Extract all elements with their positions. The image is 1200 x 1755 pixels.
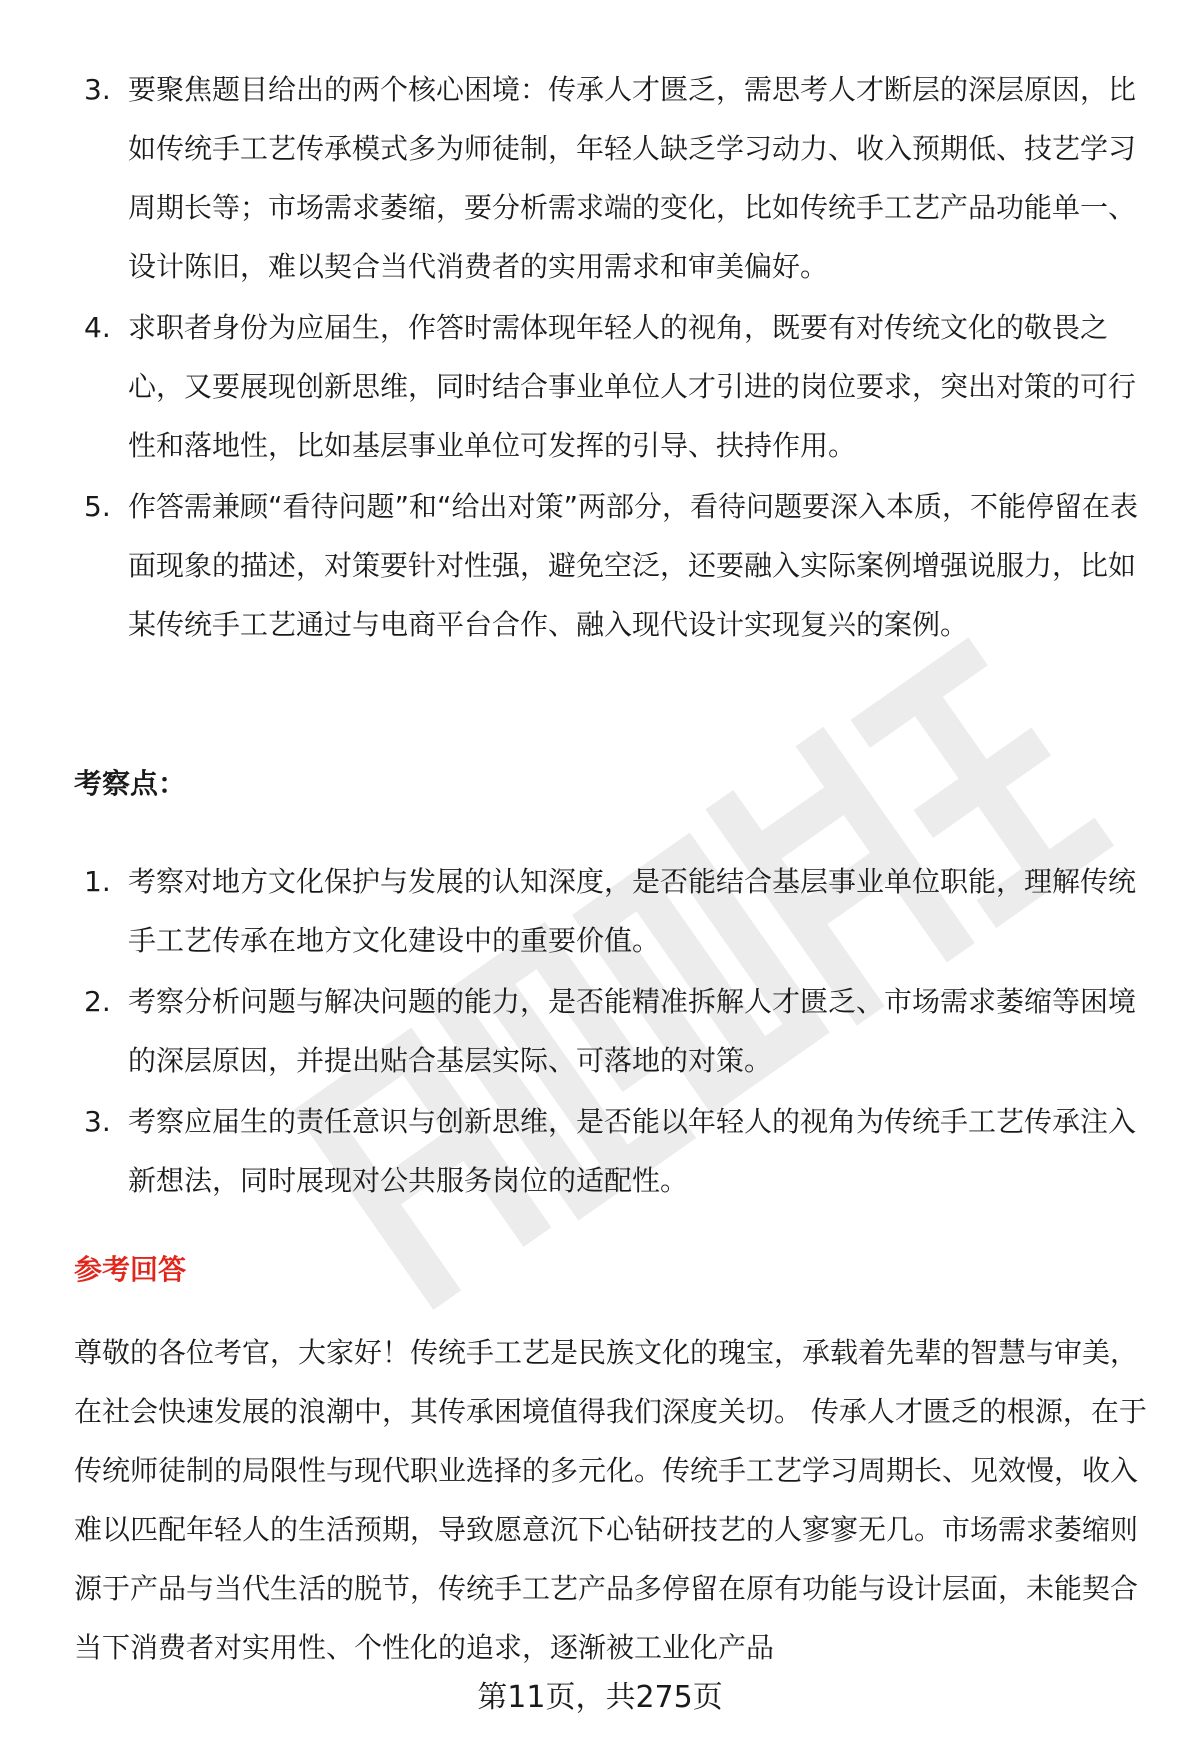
list-item bbox=[0, 852, 1200, 970]
list-number: 4. bbox=[84, 311, 111, 344]
considerations-list bbox=[0, 60, 1200, 656]
page-footer: 第11页，共275页 bbox=[477, 1680, 723, 1715]
list-item bbox=[0, 298, 1200, 475]
list-text: 考察对地方文化保护与发展的认知深度，是否能结合基层事业单位职能，理解传统手工艺传承在地方文化建设中的重要价值。 bbox=[128, 865, 1137, 957]
reference-paragraph: 尊敬的各位考官，大家好！传统手工艺是民族文化的瑰宝，承载着先辈的智慧与审美，在社会快速发展的浪潮中，其传承困境值得我们深度关切。 传承人才匮乏的根源，在于传统师徒制的局限性与现代职业选择的多元化。传统手工艺学习周期长、见效慢，收入难以匹配年轻人的生活预期，导致愿意沉下心钻研技艺的人寥寥无几。市场需求萎缩则源于产品与当代生活的脱节，传统手工艺产品多停留在原有功能与设计层面，未能契合当下消费者对实用性、个性化的追求，逐渐被工业化产品 bbox=[74, 1336, 1147, 1664]
list-number: 1. bbox=[84, 865, 111, 898]
list-text: 考察应届生的责任意识与创新思维，是否能以年轻人的视角为传统手工艺传承注入新想法，同时展现对公共服务岗位的适配性。 bbox=[128, 1105, 1137, 1197]
list-item bbox=[0, 477, 1200, 654]
list-item bbox=[0, 1092, 1200, 1210]
assessment-list bbox=[0, 852, 1200, 1212]
list-text: 考察分析问题与解决问题的能力，是否能精准拆解人才匮乏、市场需求萎缩等困境的深层原因，并提出贴合基层实际、可落地的对策。 bbox=[128, 985, 1137, 1077]
list-text: 求职者身份为应届生，作答时需体现年轻人的视角，既要有对传统文化的敬畏之心，又要展现创新思维，同时结合事业单位人才引进的岗位要求，突出对策的可行性和落地性，比如基层事业单位可发挥的引导、扶持作用。 bbox=[128, 311, 1137, 462]
assessment-heading: 考察点： bbox=[74, 767, 187, 800]
reference-heading: 参考回答 bbox=[74, 1253, 187, 1286]
list-number: 2. bbox=[84, 985, 111, 1018]
list-item bbox=[0, 60, 1200, 296]
list-number: 3. bbox=[84, 1105, 111, 1138]
list-item bbox=[0, 972, 1200, 1090]
list-number: 3. bbox=[84, 73, 111, 106]
list-text: 要聚焦题目给出的两个核心困境：传承人才匮乏，需思考人才断层的深层原因，比如传统手工艺传承模式多为师徒制，年轻人缺乏学习动力、收入预期低、技艺学习周期长等；市场需求萎缩，要分析需求端的变化，比如传统手工艺产品功能单一、设计陈旧，难以契合当代消费者的实用需求和审美偏好。 bbox=[128, 73, 1137, 283]
list-text: 作答需兼顾“看待问题”和“给出对策”两部分，看待问题要深入本质，不能停留在表面现象的描述，对策要针对性强，避免空泛，还要融入实际案例增强说服力，比如某传统手工艺通过与电商平台合作、融入现代设计实现复兴的案例。 bbox=[128, 490, 1139, 641]
list-number: 5. bbox=[84, 490, 111, 523]
